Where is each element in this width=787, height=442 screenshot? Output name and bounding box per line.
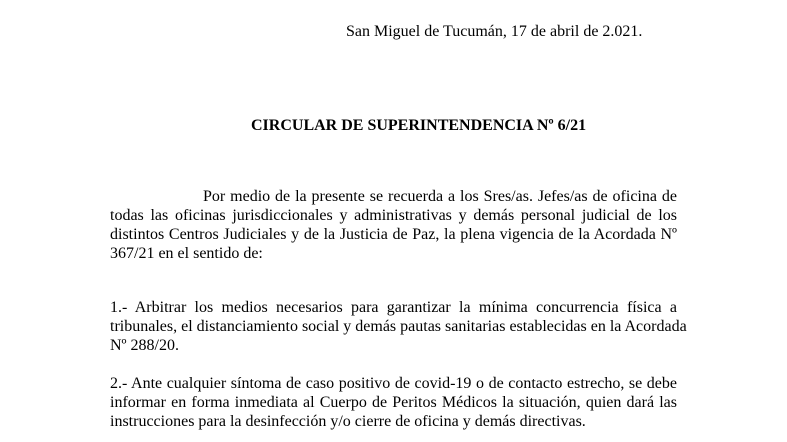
paragraph-line: todas las oficinas jurisdiccionales y administrativas y demás personal judicial de los <box>110 207 677 224</box>
paragraph-line: tribunales, el distanciamiento social y demás pautas sanitarias establecidas en la Acordada <box>110 318 687 335</box>
paragraph-line: instrucciones para la desinfección y/o cierre de oficina y demás directivas. <box>110 413 586 430</box>
paragraph-item-2 <box>110 374 677 431</box>
paragraph-line: 367/21 en el sentido de: <box>110 245 263 262</box>
paragraph-line: 1.- Arbitrar los medios necesarios para garantizar la mínima concurrencia física a <box>110 299 677 316</box>
paragraph-line: distintos Centros Judiciales y de la Justicia de Paz, la plena vigencia de la Acordada Nº <box>110 226 677 243</box>
circular-title: CIRCULAR DE SUPERINTENDENCIA Nº 6/21 <box>251 117 587 134</box>
paragraph-intro <box>110 187 677 263</box>
paragraph-item-1 <box>110 298 687 355</box>
paragraph-line: 2.- Ante cualquier síntoma de caso positivo de covid-19 o de contacto estrecho, se debe <box>110 375 677 392</box>
paragraph-line: Por medio de la presente se recuerda a los Sres/as. Jefes/as de oficina de <box>203 188 677 205</box>
date-line: San Miguel de Tucumán, 17 de abril de 2.021. <box>346 23 643 40</box>
paragraph-line: informar en forma inmediata al Cuerpo de Peritos Médicos la situación, quien dará las <box>110 394 677 411</box>
paragraph-line: Nº 288/20. <box>110 337 179 354</box>
